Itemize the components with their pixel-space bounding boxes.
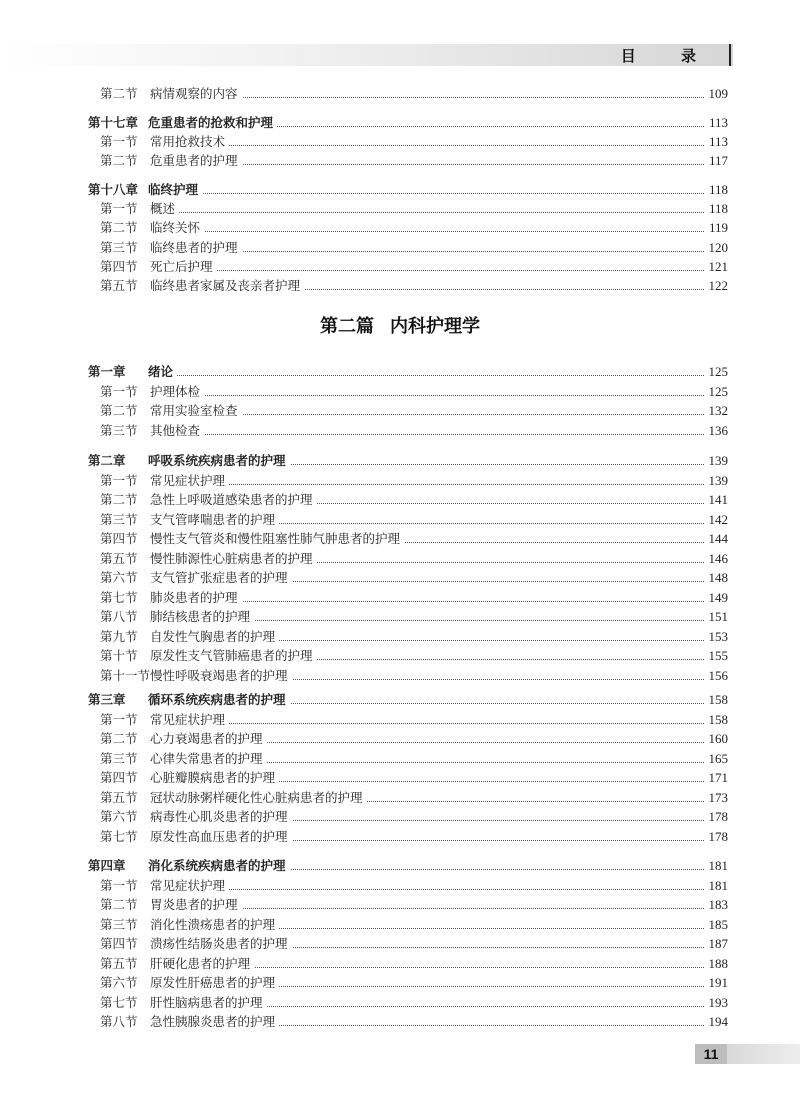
toc-label: 第三节: [100, 512, 138, 527]
toc-section-row[interactable]: [0, 666, 800, 686]
toc-title: 病情观察的内容: [150, 84, 242, 104]
toc-label: 第十一节: [100, 668, 151, 683]
toc-title: 概述: [150, 199, 179, 219]
toc-page-number: 160: [705, 729, 729, 749]
toc-label: 第二节: [100, 492, 138, 507]
toc-title: 原发性肝癌患者的护理: [150, 973, 279, 993]
dot-leader: [150, 889, 710, 890]
toc-page-number: 187: [705, 934, 729, 954]
toc-page-number: 191: [705, 973, 729, 993]
toc-section-row[interactable]: [0, 510, 800, 530]
toc-page-number: 181: [705, 856, 729, 876]
toc-section-row[interactable]: [0, 729, 800, 749]
dot-leader: [150, 395, 710, 396]
toc-title: 心力衰竭患者的护理: [150, 729, 267, 749]
toc-page-number: 149: [705, 588, 729, 608]
toc-label: 第一节: [100, 134, 138, 149]
toc-title: 冠状动脉粥样硬化性心脏病患者的护理: [150, 788, 367, 808]
toc-title: 其他检查: [150, 421, 204, 441]
toc-label: 第一节: [100, 473, 138, 488]
toc-page-number: 125: [705, 362, 729, 382]
toc-title: 心脏瓣膜病患者的护理: [150, 768, 279, 788]
toc-page-number: 185: [705, 915, 729, 935]
toc-label: 第五节: [100, 956, 138, 971]
toc-section-row[interactable]: [0, 276, 800, 296]
toc-page-number: 118: [705, 180, 728, 200]
toc-title: 常用实验室检查: [150, 401, 242, 421]
toc-label: 第一节: [100, 201, 138, 216]
toc-section-row[interactable]: [0, 710, 800, 730]
toc-label: 第六节: [100, 975, 138, 990]
toc-page-number: 193: [705, 993, 729, 1013]
toc-label: 第五节: [100, 790, 138, 805]
toc-label: 第一节: [100, 878, 138, 893]
toc-label: 第二节: [100, 403, 138, 418]
toc-title: 危重患者的抢救和护理: [148, 113, 277, 133]
toc-section-row[interactable]: [0, 973, 800, 993]
toc-chapter-row[interactable]: [0, 451, 800, 471]
toc-page-number: 136: [705, 421, 729, 441]
toc-section-row[interactable]: [0, 627, 800, 647]
toc-title: 肝硬化患者的护理: [150, 954, 254, 974]
toc-section-row[interactable]: [0, 788, 800, 808]
toc-page-number: 132: [705, 401, 729, 421]
toc-page-number: 153: [705, 627, 729, 647]
toc-section-row[interactable]: [0, 895, 800, 915]
toc-page-number: 158: [705, 710, 729, 730]
toc-label: 第十七章: [88, 115, 139, 130]
dot-leader: [150, 193, 710, 194]
toc-section-row[interactable]: [0, 646, 800, 666]
toc-page-number: 125: [705, 382, 729, 402]
toc-label: 第八节: [100, 609, 138, 624]
toc-title: 慢性肺源性心脏病患者的护理: [150, 549, 317, 569]
toc-label: 第三节: [100, 751, 138, 766]
toc-title: 胃炎患者的护理: [150, 895, 242, 915]
toc-section-row[interactable]: [0, 401, 800, 421]
toc-section-row[interactable]: [0, 132, 800, 152]
toc-label: 第七节: [100, 590, 138, 605]
toc-section-row[interactable]: [0, 84, 800, 104]
toc-page-number: 183: [705, 895, 729, 915]
toc-label: 第六节: [100, 809, 138, 824]
toc-label: 第二节: [100, 731, 138, 746]
toc-page-number: 146: [705, 549, 729, 569]
toc-page-number: 173: [705, 788, 729, 808]
toc-title: 常用抢救技术: [150, 132, 229, 152]
dot-leader: [150, 270, 710, 271]
toc-title: 临终护理: [148, 180, 202, 200]
toc-section-row[interactable]: [0, 915, 800, 935]
toc-label: 第九节: [100, 629, 138, 644]
dot-leader: [150, 212, 710, 213]
toc-page-number: 113: [705, 132, 728, 152]
toc-label: 第二章: [88, 453, 126, 468]
toc-title: 常见症状护理: [150, 471, 229, 491]
page-number: 11: [695, 1044, 727, 1064]
toc-label: 第二节: [100, 897, 138, 912]
toc-page-number: 148: [705, 568, 729, 588]
toc-chapter-row[interactable]: [0, 113, 800, 133]
toc-title: 支气管扩张症患者的护理: [150, 568, 292, 588]
dot-leader: [150, 484, 710, 485]
toc-page-number: 188: [705, 954, 729, 974]
toc-label: 第三节: [100, 423, 138, 438]
toc-label: 第十节: [100, 648, 138, 663]
toc-page-number: 155: [705, 646, 729, 666]
dot-leader: [150, 145, 710, 146]
toc-section-row[interactable]: [0, 768, 800, 788]
toc-page-number: 165: [705, 749, 729, 769]
toc-title: 循环系统疾病患者的护理: [148, 690, 290, 710]
toc-title: 临终关怀: [150, 218, 204, 238]
toc-chapter-row[interactable]: [0, 180, 800, 200]
toc-label: 第二节: [100, 153, 138, 168]
dot-leader: [150, 434, 710, 435]
toc-title: 常见症状护理: [150, 876, 229, 896]
toc-label: 第一节: [100, 384, 138, 399]
header-rule: [729, 44, 731, 66]
toc-label: 第七节: [100, 995, 138, 1010]
toc-page-number: 139: [705, 451, 729, 471]
toc-title: 消化系统疾病患者的护理: [148, 856, 290, 876]
toc-title: 护理体检: [150, 382, 204, 402]
toc-section-row[interactable]: [0, 529, 800, 549]
toc-title: 危重患者的护理: [150, 151, 242, 171]
part-title: [0, 312, 800, 338]
toc-page-number: 158: [705, 690, 729, 710]
toc-section-row[interactable]: [0, 382, 800, 402]
toc-page-number: 113: [705, 113, 728, 133]
toc-section-row[interactable]: [0, 218, 800, 238]
toc-section-row[interactable]: [0, 490, 800, 510]
toc-label: 第二节: [100, 86, 138, 101]
toc-page-number: 122: [705, 276, 729, 296]
toc-label: 第八节: [100, 1014, 138, 1029]
toc-page-number: 139: [705, 471, 729, 491]
toc-section-row[interactable]: [0, 549, 800, 569]
toc-title: 肺结核患者的护理: [150, 607, 254, 627]
toc-label: 第五节: [100, 551, 138, 566]
toc-page-number: 156: [705, 666, 729, 686]
toc-section-row[interactable]: [0, 993, 800, 1013]
toc-label: 第三章: [88, 692, 126, 707]
toc-page-number: 141: [705, 490, 729, 510]
toc-page-number: 194: [705, 1012, 729, 1032]
toc-section-row[interactable]: [0, 199, 800, 219]
toc-title: 支气管哮喘患者的护理: [150, 510, 279, 530]
header-title: 目 录: [620, 47, 716, 65]
toc-chapter-row[interactable]: [0, 856, 800, 876]
toc-page-number: 117: [705, 151, 728, 171]
toc-page-number: 144: [705, 529, 729, 549]
toc-label: 第四节: [100, 259, 138, 274]
toc-page-number: 171: [705, 768, 729, 788]
toc-title: 自发性气胸患者的护理: [150, 627, 279, 647]
toc-page-number: 178: [705, 807, 729, 827]
toc-title: 肺炎患者的护理: [150, 588, 242, 608]
toc-label: 第一章: [88, 364, 126, 379]
toc-section-row[interactable]: [0, 238, 800, 258]
part-name: 内科护理学: [390, 316, 480, 337]
toc-page-number: 119: [705, 218, 728, 238]
toc-label: 第三节: [100, 917, 138, 932]
toc-label: 第一节: [100, 712, 138, 727]
toc-chapter-row[interactable]: [0, 690, 800, 710]
toc-page-number: 178: [705, 827, 729, 847]
toc-title: 消化性溃疡患者的护理: [150, 915, 279, 935]
toc-page-number: 118: [705, 199, 728, 219]
toc-chapter-row[interactable]: [0, 362, 800, 382]
toc-section-row[interactable]: [0, 954, 800, 974]
toc-label: 第三节: [100, 240, 138, 255]
toc-title: 急性上呼吸道感染患者的护理: [150, 490, 317, 510]
toc-title: 肝性脑病患者的护理: [150, 993, 267, 1013]
toc-section-row[interactable]: [0, 749, 800, 769]
toc-label: 第四节: [100, 770, 138, 785]
toc-label: 第二节: [100, 220, 138, 235]
toc-section-row[interactable]: [0, 934, 800, 954]
toc-page-number: 151: [705, 607, 729, 627]
dot-leader: [150, 723, 710, 724]
toc-section-row[interactable]: [0, 1012, 800, 1032]
toc-section-row[interactable]: [0, 607, 800, 627]
toc-section-row[interactable]: [0, 151, 800, 171]
toc-section-row[interactable]: [0, 471, 800, 491]
toc-section-row[interactable]: [0, 588, 800, 608]
toc-page-number: 181: [705, 876, 729, 896]
toc-title: 心律失常患者的护理: [150, 749, 267, 769]
toc-label: 第七节: [100, 829, 138, 844]
toc-section-row[interactable]: [0, 568, 800, 588]
toc-section-row[interactable]: [0, 421, 800, 441]
toc-label: 第十八章: [88, 182, 139, 197]
toc-title: 慢性呼吸衰竭患者的护理: [150, 666, 292, 686]
toc-title: 绪论: [148, 362, 177, 382]
toc-label: 第六节: [100, 570, 138, 585]
toc-label: 第四节: [100, 936, 138, 951]
toc-title: 原发性高血压患者的护理: [150, 827, 292, 847]
toc-page-number: 109: [705, 84, 729, 104]
toc-page-number: 142: [705, 510, 729, 530]
toc-title: 死亡后护理: [150, 257, 217, 277]
toc-title: 临终患者家属及丧亲者护理: [150, 276, 304, 296]
toc-section-row[interactable]: [0, 807, 800, 827]
toc-page-number: 120: [705, 238, 729, 258]
toc-page-number: 121: [705, 257, 729, 277]
toc-title: 慢性支气管炎和慢性阻塞性肺气肿患者的护理: [150, 529, 404, 549]
toc-title: 呼吸系统疾病患者的护理: [148, 451, 290, 471]
toc-section-row[interactable]: [0, 257, 800, 277]
toc-title: 常见症状护理: [150, 710, 229, 730]
part-label: 第二篇: [320, 316, 374, 337]
toc-section-row[interactable]: [0, 827, 800, 847]
dot-leader: [150, 231, 710, 232]
toc-label: 第四节: [100, 531, 138, 546]
toc-title: 急性胰腺炎患者的护理: [150, 1012, 279, 1032]
toc-title: 溃疡性结肠炎患者的护理: [150, 934, 292, 954]
toc-section-row[interactable]: [0, 876, 800, 896]
dot-leader: [150, 375, 710, 376]
toc-title: 原发性支气管肺癌患者的护理: [150, 646, 317, 666]
toc-label: 第四章: [88, 858, 126, 873]
toc-title: 病毒性心肌炎患者的护理: [150, 807, 292, 827]
toc-title: 临终患者的护理: [150, 238, 242, 258]
toc-label: 第五节: [100, 278, 138, 293]
